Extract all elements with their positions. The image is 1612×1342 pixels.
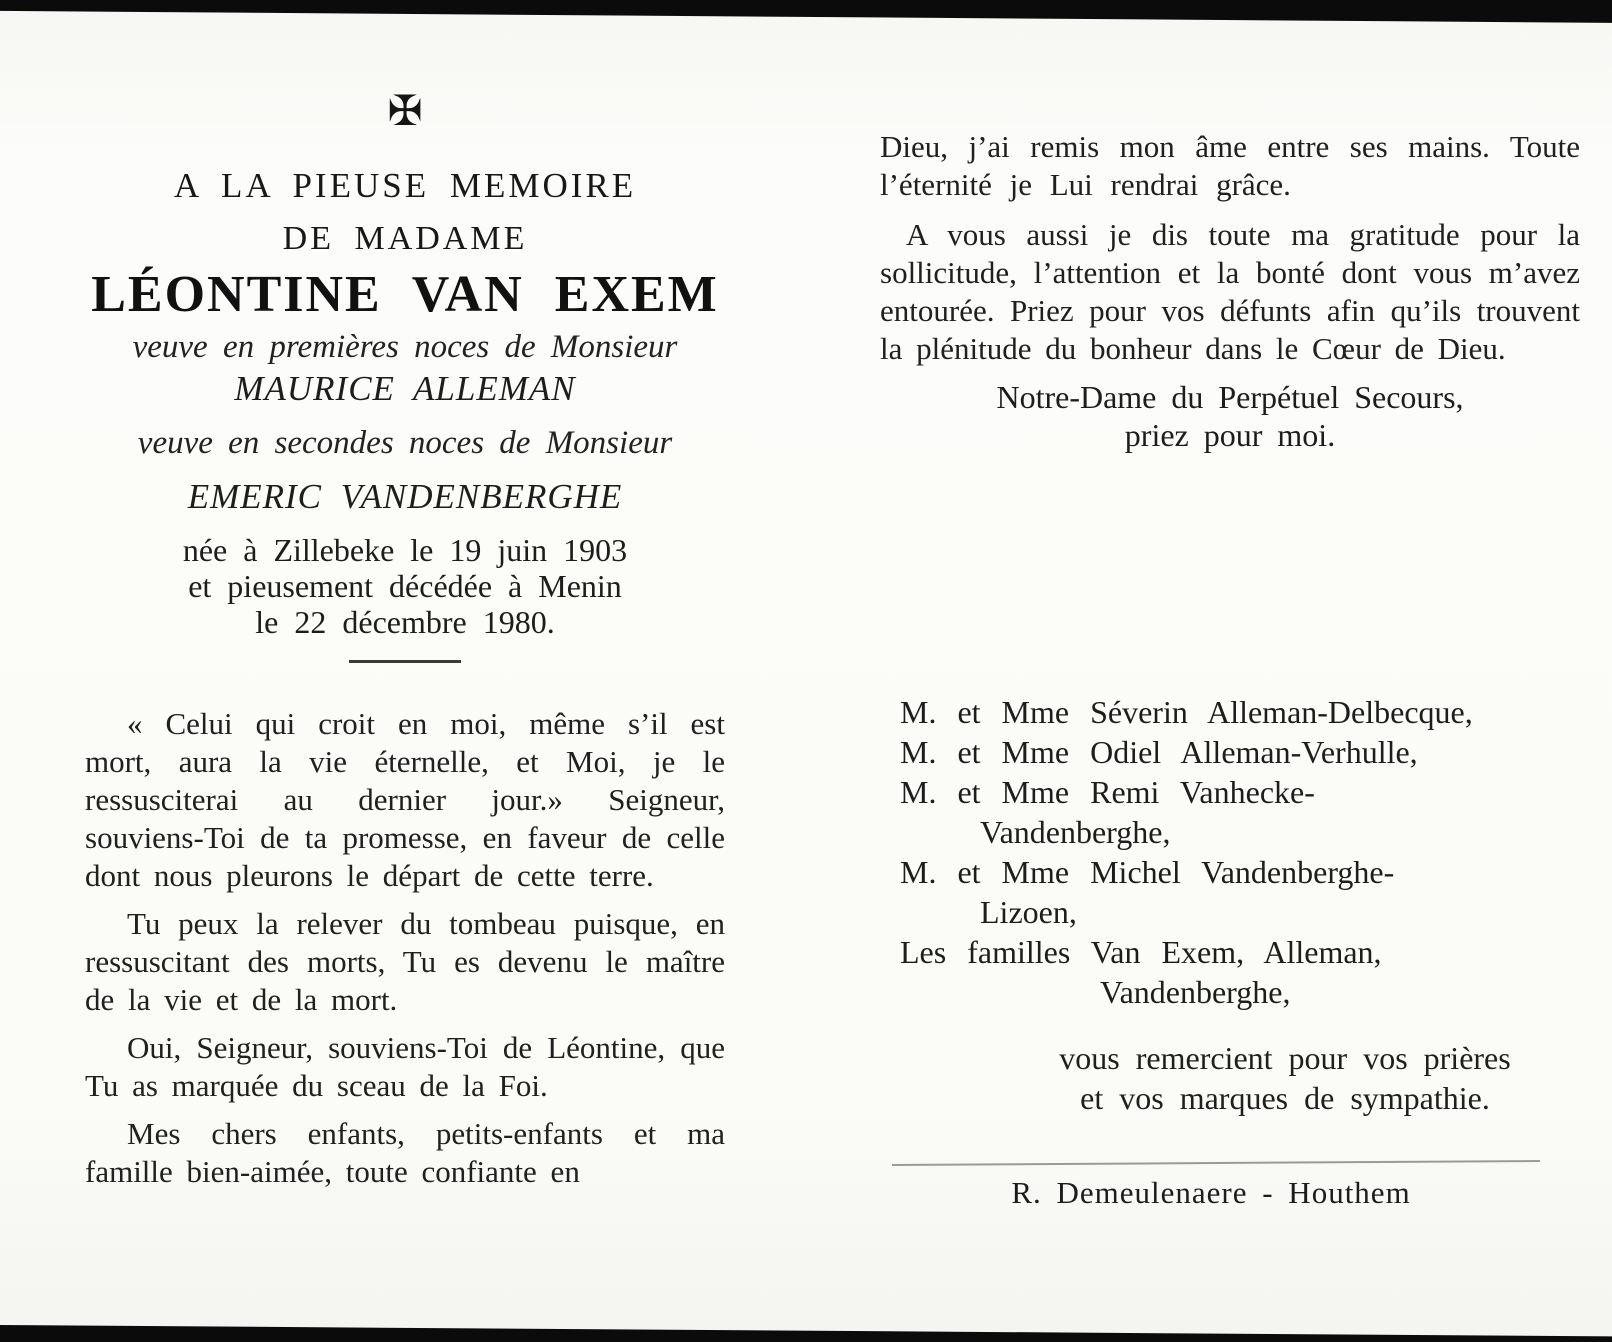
widow-first-label: veuve en premières noces de Monsieur bbox=[132, 329, 678, 365]
memorial-heading-line1: A LA PIEUSE MEMOIRE bbox=[173, 166, 637, 205]
printer-footer bbox=[880, 1162, 1542, 1212]
scan-artifact-top-bar bbox=[0, 0, 1612, 26]
family-line-continuation: Vandenberghe, bbox=[1100, 974, 1291, 1010]
family-line: M. et Mme Odiel Alleman-Verhulle, bbox=[900, 734, 1418, 770]
widow-first-husband-name: MAURICE ALLEMAN bbox=[234, 369, 576, 408]
invocation-line2: priez pour moi. bbox=[1124, 417, 1336, 453]
scripture-quote-paragraph: « Celui qui croit en moi, même s’il est mort, aura la vie éternelle, et Moi, je le ressusciterai au dernier jour.» Seigneur, souviens-Toi de ta promesse, en faveur de celle dont nous pleurons le départ de cette terre. bbox=[85, 706, 725, 893]
thanks-line2: et vos marques de sympathie. bbox=[1080, 1080, 1490, 1116]
widow-second-label: veuve en secondes noces de Monsieur bbox=[137, 425, 673, 461]
death-line2: le 22 décembre 1980. bbox=[255, 604, 555, 640]
right-column bbox=[880, 128, 1580, 1212]
continuation-paragraph: Dieu, j’ai remis mon âme entre ses mains. Toute l’éternité je Lui rendrai grâce. bbox=[880, 129, 1580, 202]
thanks-line1: vous remercient pour vos prières bbox=[1059, 1040, 1511, 1076]
farewell-paragraph: Mes chers enfants, petits-enfants et ma famille bien-aimée, toute confiante en bbox=[85, 1116, 725, 1189]
family-line-continuation: Lizoen, bbox=[980, 894, 1077, 930]
family-line: Les familles Van Exem, Alleman, bbox=[900, 934, 1382, 970]
family-list bbox=[880, 692, 1580, 1012]
birth-line: née à Zillebeke le 19 juin 1903 bbox=[182, 532, 628, 568]
deceased-name: LÉONTINE VAN EXEM bbox=[91, 266, 719, 323]
gratitude-paragraph: A vous aussi je dis toute ma gratitude pour la sollicitude, l’attention et la bonté dont vous m’avez entourée. Priez pour vos défunts afin qu’ils trouvent la plénitude du bonheur dans le Cœur de Dieu. bbox=[880, 217, 1580, 366]
section-divider bbox=[349, 660, 461, 663]
printer-rule bbox=[892, 1160, 1540, 1166]
printer-line: R. Demeulenaere - Houthem bbox=[1011, 1175, 1411, 1210]
thanks-block bbox=[880, 1038, 1580, 1118]
left-column bbox=[85, 88, 725, 1191]
prayer-paragraph-2: Oui, Seigneur, souviens-Toi de Léontine, que Tu as marquée du sceau de la Foi. bbox=[85, 1030, 725, 1103]
prayer-paragraph-1: Tu peux la relever du tombeau puisque, en ressuscitant des morts, Tu es devenu le maître de la vie et de la mort. bbox=[85, 906, 725, 1017]
family-line-continuation: Vandenberghe, bbox=[980, 814, 1171, 850]
maltese-cross-icon: ✠ bbox=[387, 86, 423, 135]
family-line: M. et Mme Séverin Alleman-Delbecque, bbox=[900, 694, 1473, 730]
family-line: M. et Mme Michel Vandenberghe- bbox=[900, 854, 1395, 890]
scan-artifact-bottom-bar bbox=[0, 1322, 1612, 1342]
widow-second-husband-name: EMERIC VANDENBERGHE bbox=[187, 477, 623, 516]
family-line: M. et Mme Remi Vanhecke- bbox=[900, 774, 1315, 810]
invocation-line1: Notre-Dame du Perpétuel Secours, bbox=[996, 379, 1464, 415]
death-line1: et pieusement décédée à Menin bbox=[188, 568, 622, 604]
memorial-heading-line2: DE MADAME bbox=[282, 220, 528, 257]
